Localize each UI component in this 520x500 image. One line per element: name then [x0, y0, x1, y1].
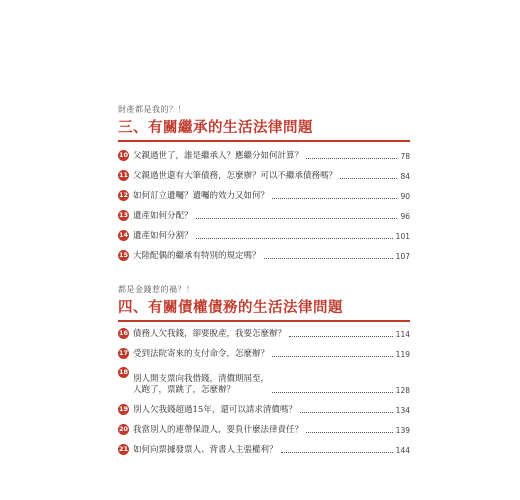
entry-title: 遺產如何分配？: [133, 211, 193, 221]
section-heading: 三、有關繼承的生活法律問題: [118, 119, 313, 136]
entry-number-badge: 21: [118, 445, 129, 453]
entry-title: 受到法院寄來的支付命令，怎麼辦？: [133, 349, 270, 359]
entry-page-number: 114: [395, 330, 410, 339]
toc-entry[interactable]: [118, 400, 410, 420]
dot-leader: [272, 356, 393, 357]
entry-page-number: 101: [395, 232, 410, 241]
entry-title: 我當別人的連帶保證人，要負什麼法律責任？: [133, 425, 304, 435]
toc-entry[interactable]: [118, 226, 410, 246]
entry-number-badge: 11: [118, 171, 129, 179]
dot-leader: [340, 178, 397, 179]
section-inheritance: [118, 104, 410, 266]
entry-title: 別人開支票向我借錢，清償期屆至， 人跑了，票跳了，怎麼辦？: [133, 374, 270, 395]
toc-list: [118, 324, 410, 460]
entry-title: 大陸配偶的繼承有特別的規定嗎？: [133, 251, 261, 261]
entry-number-badge: 19: [118, 405, 129, 413]
entry-page-number: 107: [395, 252, 410, 261]
entry-page-number: 84: [400, 172, 410, 181]
section-kicker: 都是金錢惹的禍？！: [118, 285, 195, 294]
entry-page-number: 134: [395, 406, 410, 415]
entry-number-badge: 13: [118, 211, 129, 219]
entry-number-badge: 14: [118, 231, 129, 239]
toc-entry[interactable]: [118, 420, 410, 440]
entry-title: 父親過世了，誰是繼承人？應繼分如何計算？: [133, 151, 304, 161]
dot-leader: [281, 452, 393, 453]
entry-title: 債務人欠我錢，卻要脫產，我要怎麼辦？: [133, 329, 287, 339]
toc-entry[interactable]: [118, 206, 410, 226]
entry-number-badge: 16: [118, 329, 129, 337]
dot-leader: [196, 238, 393, 239]
toc-entry[interactable]: [118, 146, 410, 166]
section-debts: [118, 284, 410, 460]
toc-entry[interactable]: [118, 344, 410, 364]
dot-leader: [264, 258, 393, 259]
entry-page-number: 78: [400, 152, 410, 161]
entry-title: 如何向票據發票人、背書人主張權利？: [133, 445, 278, 455]
section-kicker: 財產都是我的？！: [118, 105, 186, 114]
entry-number-badge: 17: [118, 349, 129, 357]
entry-number-badge: 15: [118, 251, 129, 259]
entry-page-number: 90: [400, 192, 410, 201]
section-heading: 四、有關債權債務的生活法律問題: [118, 299, 343, 316]
dot-leader: [306, 432, 393, 433]
heading-rule: [118, 320, 410, 322]
entry-number-badge: 18: [118, 368, 129, 376]
entry-number-badge: 10: [118, 151, 129, 159]
toc-entry[interactable]: [118, 324, 410, 344]
heading-rule: [118, 140, 410, 142]
dot-leader: [306, 158, 397, 159]
toc-entry[interactable]: [118, 246, 410, 266]
dot-leader: [300, 412, 393, 413]
entry-page-number: 96: [400, 212, 410, 221]
entry-title: 遺產如何分割？: [133, 231, 193, 241]
entry-page-number: 139: [395, 426, 410, 435]
entry-title: 父親過世還有大筆債務，怎麼辦？可以不繼承債務嗎？: [133, 171, 338, 181]
toc-list: [118, 146, 410, 266]
dot-leader: [272, 392, 393, 393]
entry-title: 如何訂立遺囑？遺囑的效力又如何？: [133, 191, 270, 201]
dot-leader: [289, 336, 393, 337]
entry-page-number: 128: [395, 386, 410, 395]
entry-page-number: 144: [395, 446, 410, 455]
dot-leader: [196, 218, 398, 219]
entry-title: 別人欠我錢超過15年，還可以請求清償嗎？: [133, 405, 297, 415]
dot-leader: [272, 198, 397, 199]
entry-page-number: 119: [395, 350, 410, 359]
toc-entry[interactable]: [118, 166, 410, 186]
toc-entry[interactable]: [118, 364, 410, 400]
toc-entry[interactable]: [118, 186, 410, 206]
toc-entry[interactable]: [118, 440, 410, 460]
entry-number-badge: 20: [118, 425, 129, 433]
entry-number-badge: 12: [118, 191, 129, 199]
